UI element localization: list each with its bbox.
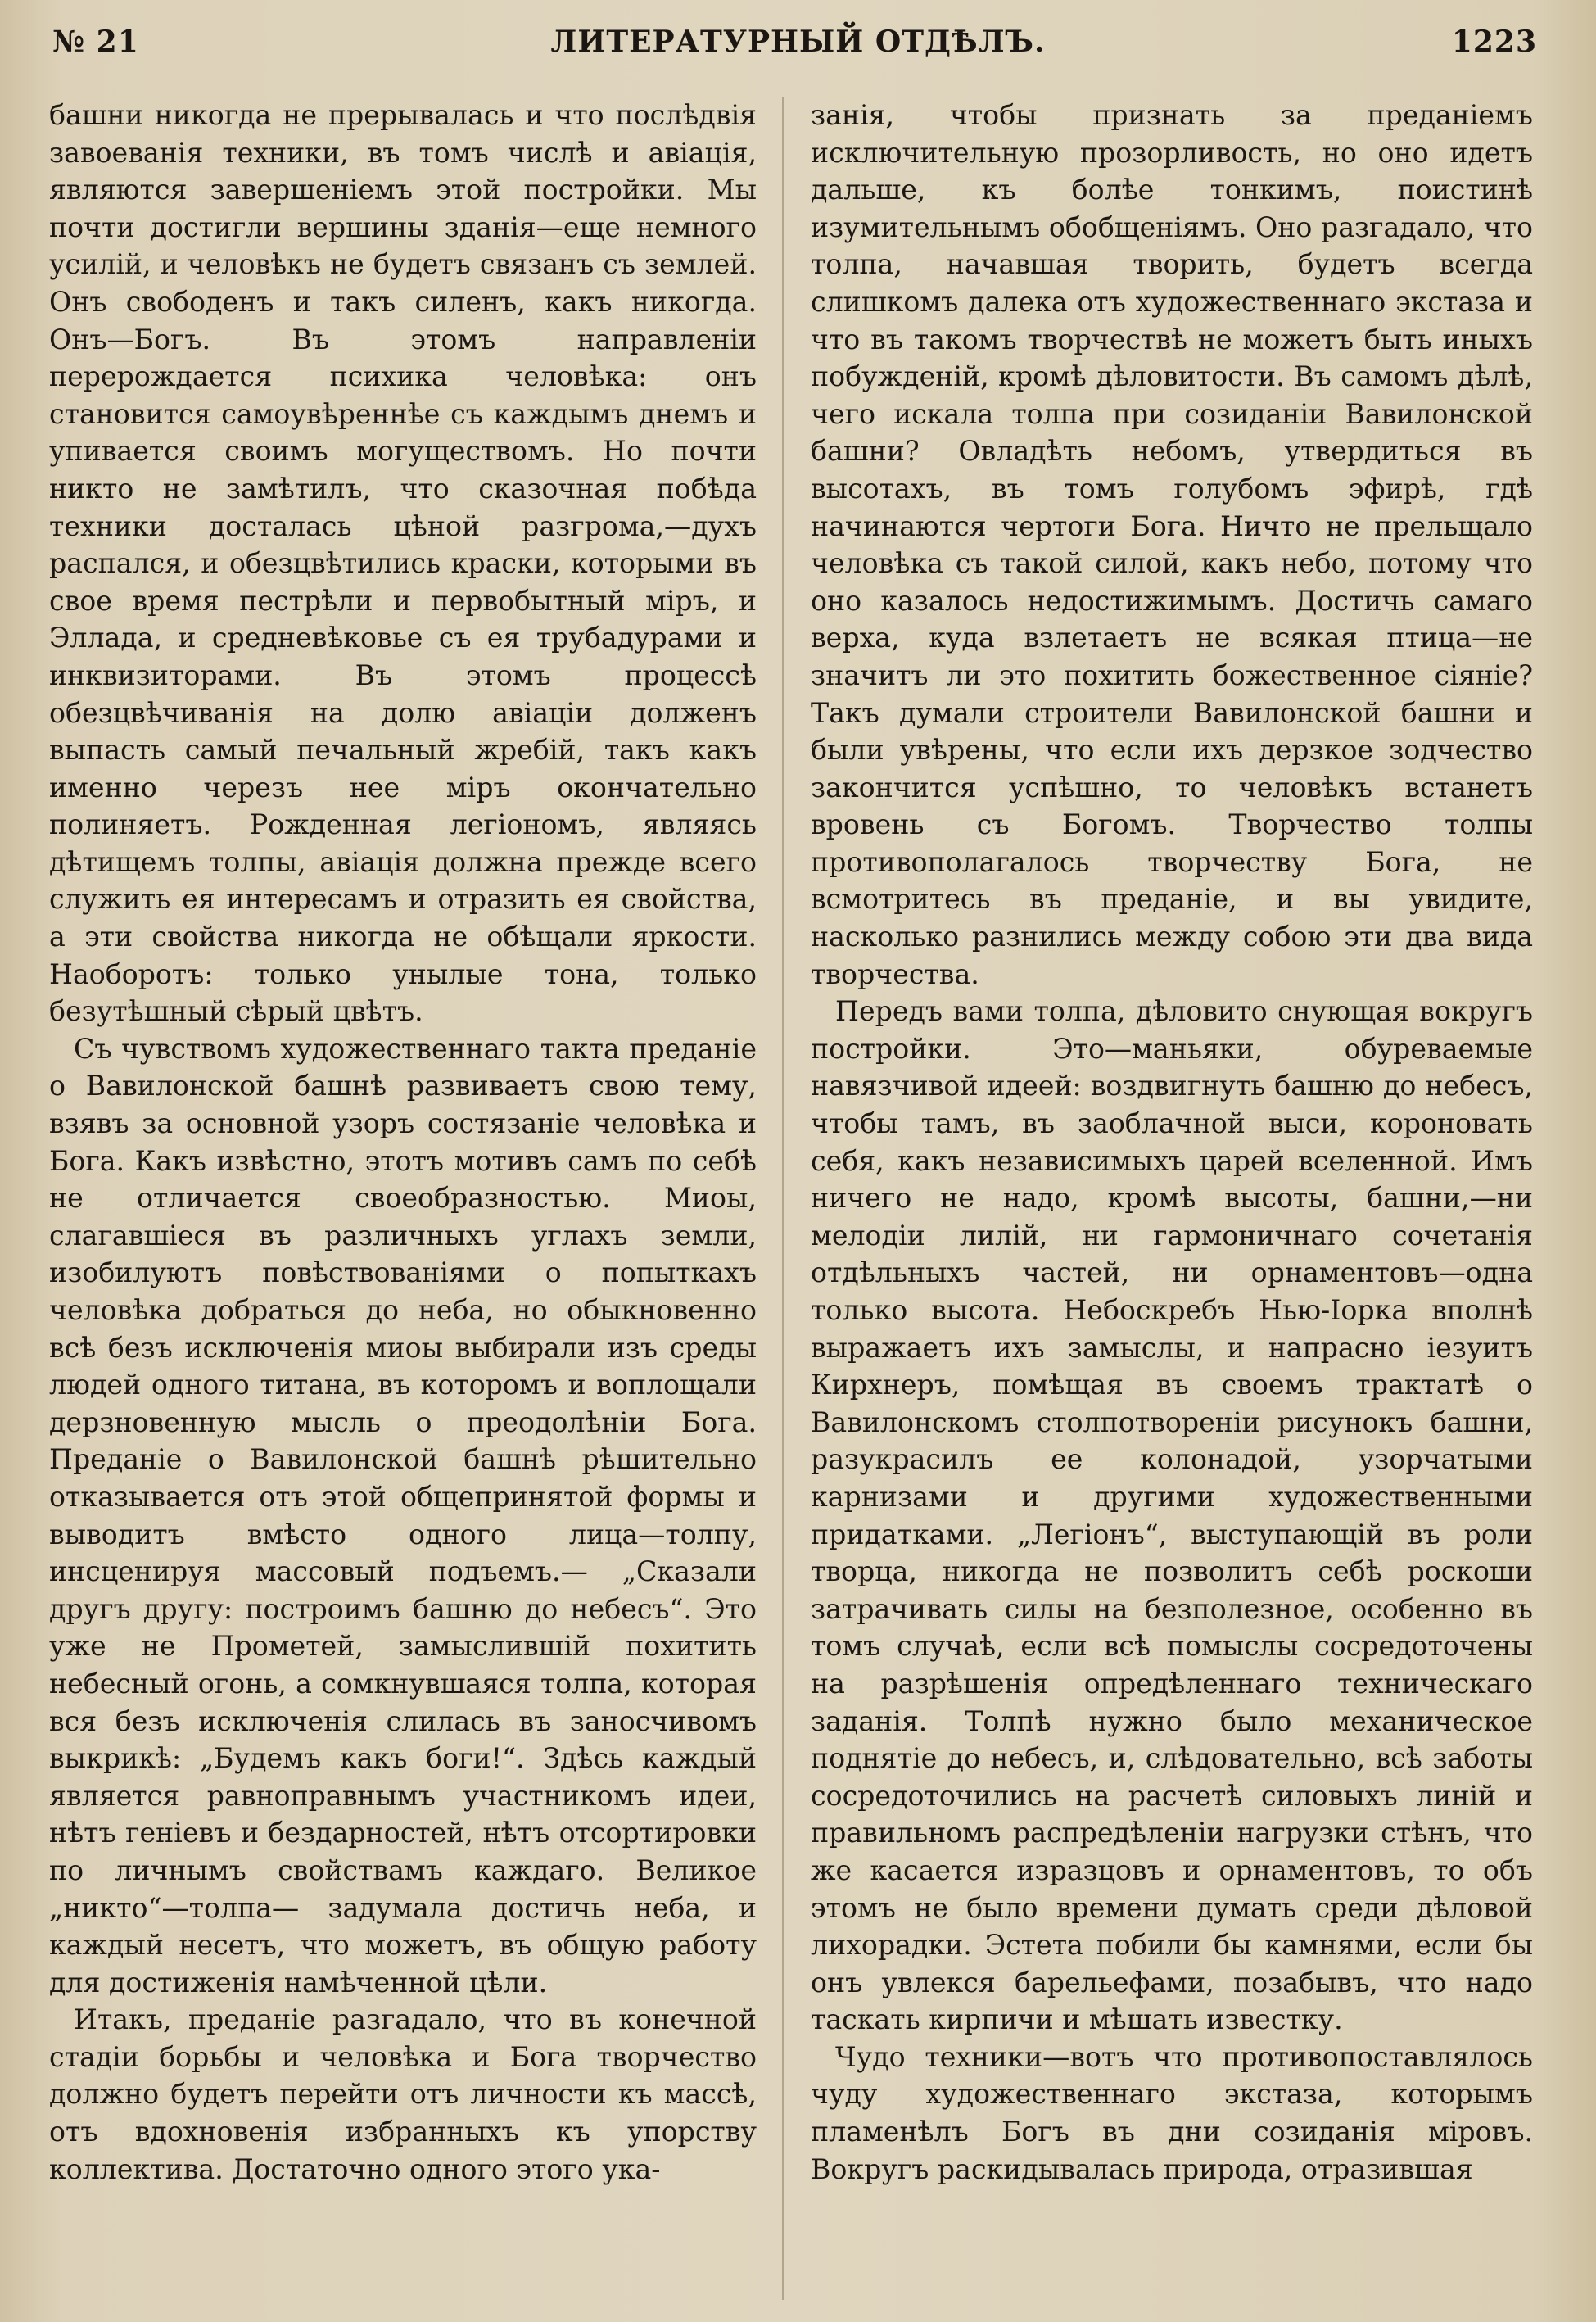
right-paragraph-3: Чудо техники—вотъ что противопоставлялось чуду художественнаго экстаза, которымъ пламенѣлъ Богъ въ дни созиданія міровъ. Вокругъ раскидывалась природа, отразившая [811, 2040, 1533, 2185]
page-number: 1223 [1451, 25, 1537, 59]
left-column [49, 97, 757, 2188]
section-title: ЛИТЕРАТУРНЫЙ ОТДѢЛЪ. [550, 25, 1046, 59]
column-divider [782, 97, 784, 2300]
right-paragraph-2: Передъ вами толпа, дѣловито снующая вокругъ постройки. Это—маньяки, обуреваемые навязчивой идеей: воздвигнуть башню до небесъ, чтобы тамъ, въ заоблачной выси, короновать себя, какъ независимыхъ царей вселенной. Имъ ничего не надо, кромѣ высоты, башни,—ни мелодіи лилій, ни гармоничнаго сочетанія отдѣльныхъ частей, ни орнаментовъ—одна только высота. Небоскребъ Нью-Іорка вполнѣ выражаетъ ихъ замыслы, и напрасно іезуитъ Кирхнеръ, помѣщая въ своемъ трактатѣ о Вавилонскомъ столпотвореніи рисунокъ башни, разукрасилъ ее колонадой, узорчатыми карнизами и другими художественными придатками. „Легіонъ“, выступающій въ роли творца, никогда не позволитъ себѣ роскоши затрачивать силы на безполезное, особенно въ томъ случаѣ, если всѣ помыслы сосредоточены на разрѣшенія опредѣленнаго техническаго заданія. Толпѣ нужно было механическое поднятіе до небесъ, и, слѣдовательно, всѣ заботы сосредоточились на расчетѣ силовыхъ линій и правильномъ распредѣленіи нагрузки стѣнъ, что же касается изразцовъ и орнаментовъ, то объ этомъ не было времени думать среди дѣловой лихорадки. Эстета побили бы камнями, если бы онъ увлекся барельефами, позабывъ, что надо таскать кирпичи и мѣшать известку. [811, 995, 1533, 2036]
right-column [811, 97, 1533, 2188]
page-header [0, 25, 1596, 82]
right-paragraph-1: занія, чтобы признать за преданіемъ исключительную прозорливость, но оно идетъ дальше, къ болѣе тонкимъ, поистинѣ изумительнымъ обобщеніямъ. Оно разгадало, что толпа, начавшая творить, будетъ всегда слишкомъ далека отъ художественнаго экстаза и что въ такомъ творчествѣ не можетъ быть иныхъ побужденій, кромѣ дѣловитости. Въ самомъ дѣлѣ, чего искала толпа при созиданіи Вавилонской башни? Овладѣть небомъ, утвердиться въ высотахъ, въ томъ голубомъ эфирѣ, гдѣ начинаются чертоги Бога. Ничто не прельщало человѣка съ такой силой, какъ небо, потому что оно казалось недостижимымъ. Достичь самаго верха, куда взлетаетъ не всякая птица—не значитъ ли это похитить божественное сіяніе? Такъ думали строители Вавилонской башни и были увѣрены, что если ихъ дерзкое зодчество закончится успѣшно, то человѣкъ встанетъ вровень съ Богомъ. Творчество толпы противополагалось творчеству Бога, не всмотритесь въ преданіе, и вы увидите, насколько разнились между собою эти два вида творчества. [811, 99, 1533, 990]
left-paragraph-3: Итакъ, преданіе разгадало, что въ конечной стадіи борьбы и человѣка и Бога творчество должно будетъ перейти отъ личности къ массѣ, отъ вдохновенія избранныхъ къ упорству коллектива. Достаточно одного этого ука- [49, 2003, 757, 2185]
left-paragraph-1: башни никогда не прерывалась и что послѣдвія завоеванія техники, въ томъ числѣ и авіація, являются завершеніемъ этой постройки. Мы почти достигли вершины зданія—еще немного усилій, и человѣкъ не будетъ связанъ съ землей. Онъ свободенъ и такъ силенъ, какъ никогда. Онъ—Богъ. Въ этомъ направленіи перерождается психика человѣка: онъ становится самоувѣреннѣе съ каждымъ днемъ и упивается своимъ могуществомъ. Но почти никто не замѣтилъ, что сказочная побѣда техники досталась цѣной разгрома,—духъ распался, и обезцвѣтились краски, которыми въ свое время пестрѣли и первобытный міръ, и Эллада, и средневѣковье съ ея трубадурами и инквизиторами. Въ этомъ процессѣ обезцвѣчиванія на долю авіаціи долженъ выпасть самый печальный жребій, такъ какъ именно черезъ нее міръ окончательно полиняетъ. Рожденная легіономъ, являясь дѣтищемъ толпы, авіація должна прежде всего служить ея интересамъ и отразить ея свойства, а эти свойства никогда не обѣщали яркости. Наоборотъ: только унылые тона, только безутѣшный сѣрый цвѣтъ. [49, 99, 757, 1028]
left-paragraph-2: Съ чувствомъ художественнаго такта преданіе о Вавилонской башнѣ развиваетъ свою тему, взявъ за основной узоръ состязаніе человѣка и Бога. Какъ извѣстно, этотъ мотивъ самъ по себѣ не отличается своеобразностью. Миоы, слагавшіеся въ различныхъ углахъ земли, изобилуютъ повѣствованіями о попыткахъ человѣка добраться до неба, но обыкновенно всѣ безъ исключенія миоы выбирали изъ среды людей одного титана, въ которомъ и воплощали дерзновенную мысль о преодолѣніи Бога. Преданіе о Вавилонской башнѣ рѣшительно отказывается отъ этой общепринятой формы и выводитъ вмѣсто одного лица—толпу, инсценируя массовый подъемъ.— „Сказали другъ другу: построимъ башню до небесъ“. Это уже не Прометей, замыслившій похитить небесный огонь, а сомкнувшаяся толпа, которая вся безъ исключенія слилась въ заносчивомъ выкрикѣ: „Будемъ какъ боги!“. Здѣсь каждый является равноправнымъ участникомъ идеи, нѣтъ геніевъ и бездарностей, нѣтъ отсортировки по личнымъ свойствамъ каждаго. Великое „никто“—толпа— задумала достичь неба, и каждый несетъ, что можетъ, въ общую работу для достиженія намѣченной цѣли. [49, 1032, 757, 1998]
issue-number: № 21 [52, 25, 139, 59]
